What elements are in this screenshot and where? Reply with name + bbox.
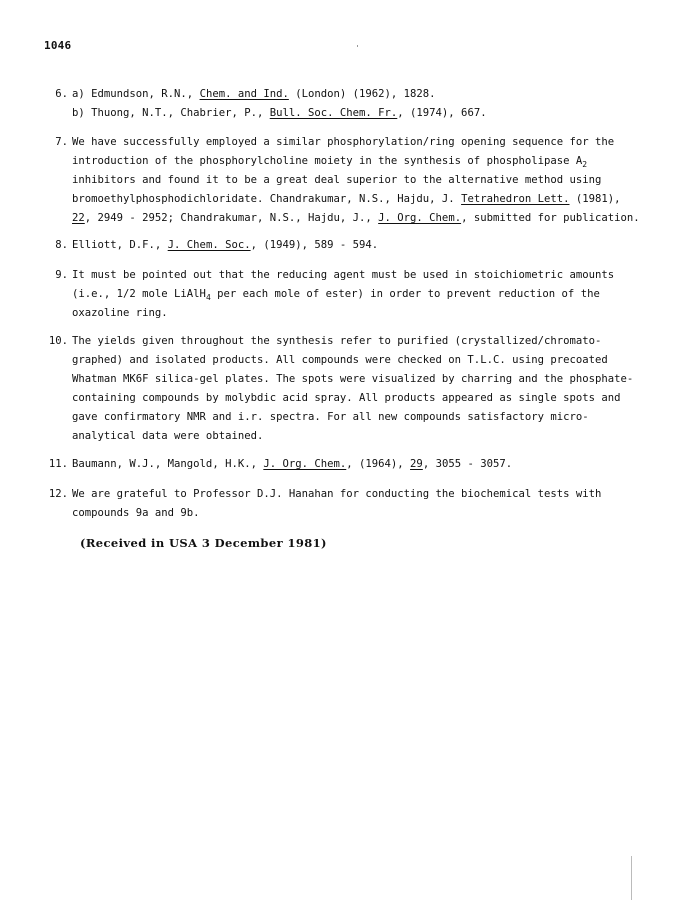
text-run: , (1949), 589 - 594. xyxy=(250,239,379,251)
received-date: (Received in USA 3 December 1981) xyxy=(80,536,327,550)
note-number: 6. xyxy=(55,88,68,100)
note-number: 8. xyxy=(55,239,68,251)
page-number: 1046 xyxy=(44,39,72,52)
note-line xyxy=(72,152,587,171)
text-run: , 2949 - 2952; Chandrakumar, N.S., Hajdu, J., xyxy=(84,212,379,224)
note-line xyxy=(72,236,378,254)
text-run: introduction of the phosphorylcholine moiety in the synthesis of phospholipase A xyxy=(72,155,583,167)
text-run: The yields given throughout the synthesis refer to purified (crystallized/chromato- xyxy=(72,335,602,347)
note-line xyxy=(72,408,589,426)
text-run: inhibitors and found it to be a great deal superior to the alternative method using xyxy=(72,174,602,186)
text-run: (i.e., 1/2 mole LiAlH xyxy=(72,288,206,300)
text-run: We are grateful to Professor D.J. Hanahan for conducting the biochemical tests with xyxy=(72,488,602,500)
subscript: 4 xyxy=(205,293,211,302)
note-line xyxy=(72,171,601,189)
note-line xyxy=(72,332,601,350)
note-line xyxy=(72,351,608,369)
text-run: , 3055 - 3057. xyxy=(422,458,513,470)
text-run: b) Thuong, N.T., Chabrier, P., xyxy=(72,107,270,119)
citation-underlined: Tetrahedron Lett. xyxy=(461,193,570,205)
text-run: containing compounds by molybdic acid spray. All products appeared as single spots and xyxy=(72,392,621,404)
text-run: compounds 9a and 9b. xyxy=(72,507,200,519)
text-run: gave confirmatory NMR and i.r. spectra. For all new compounds satisfactory micro- xyxy=(72,411,589,423)
note-line xyxy=(72,370,633,388)
text-run: It must be pointed out that the reducing agent must be used in stoichiometric amounts xyxy=(72,269,615,281)
text-run: , (1974), 667. xyxy=(397,107,487,119)
note-line xyxy=(72,427,263,445)
note-line xyxy=(72,389,621,407)
note-line xyxy=(72,85,436,103)
note-line xyxy=(72,209,640,227)
text-run: per each mole of ester) in order to prevent reduction of the xyxy=(210,288,600,300)
citation-underlined: Bull. Soc. Chem. Fr. xyxy=(269,107,398,119)
text-run: (1981), xyxy=(569,193,621,205)
citation-underlined: 22 xyxy=(72,212,85,224)
text-run: analytical data were obtained. xyxy=(72,430,264,442)
note-number: 12. xyxy=(48,488,68,500)
note-line xyxy=(72,266,614,284)
citation-underlined: J. Chem. Soc. xyxy=(167,239,251,251)
citation-underlined: 29 xyxy=(410,458,423,470)
text-run: a) Edmundson, R.N., xyxy=(72,88,200,100)
text-run: Whatman MK6F silica-gel plates. The spots were visualized by charring and the phosphate- xyxy=(72,373,634,385)
note-line xyxy=(72,504,200,522)
note-number: 10. xyxy=(48,335,68,347)
subscript: 2 xyxy=(582,160,588,169)
text-run: , (1964), xyxy=(346,458,411,470)
note-line xyxy=(72,304,168,322)
note-line xyxy=(72,190,621,208)
citation-underlined: Chem. and Ind. xyxy=(199,88,289,100)
scan-speck xyxy=(357,45,358,47)
text-run: oxazoline ring. xyxy=(72,307,168,319)
citation-underlined: J. Org. Chem. xyxy=(378,212,462,224)
text-run: We have successfully employed a similar phosphorylation/ring opening sequence for the xyxy=(72,136,615,148)
text-run: , submitted for publication. xyxy=(461,212,640,224)
note-number: 7. xyxy=(55,136,68,148)
text-run: graphed) and isolated products. All compounds were checked on T.L.C. using precoated xyxy=(72,354,608,366)
text-run: (London) (1962), 1828. xyxy=(288,88,436,100)
text-run: Elliott, D.F., xyxy=(72,239,168,251)
note-line xyxy=(72,485,601,503)
note-line xyxy=(72,455,512,473)
note-line xyxy=(72,285,600,304)
note-line xyxy=(72,104,487,122)
scan-edge-mark xyxy=(631,856,632,900)
note-line xyxy=(72,133,614,151)
note-number: 11. xyxy=(48,458,68,470)
note-number: 9. xyxy=(55,269,68,281)
citation-underlined: J. Org. Chem. xyxy=(263,458,347,470)
text-run: bromoethylphosphodichloridate. Chandrakumar, N.S., Hajdu, J. xyxy=(72,193,462,205)
text-run: Baumann, W.J., Mangold, H.K., xyxy=(72,458,264,470)
